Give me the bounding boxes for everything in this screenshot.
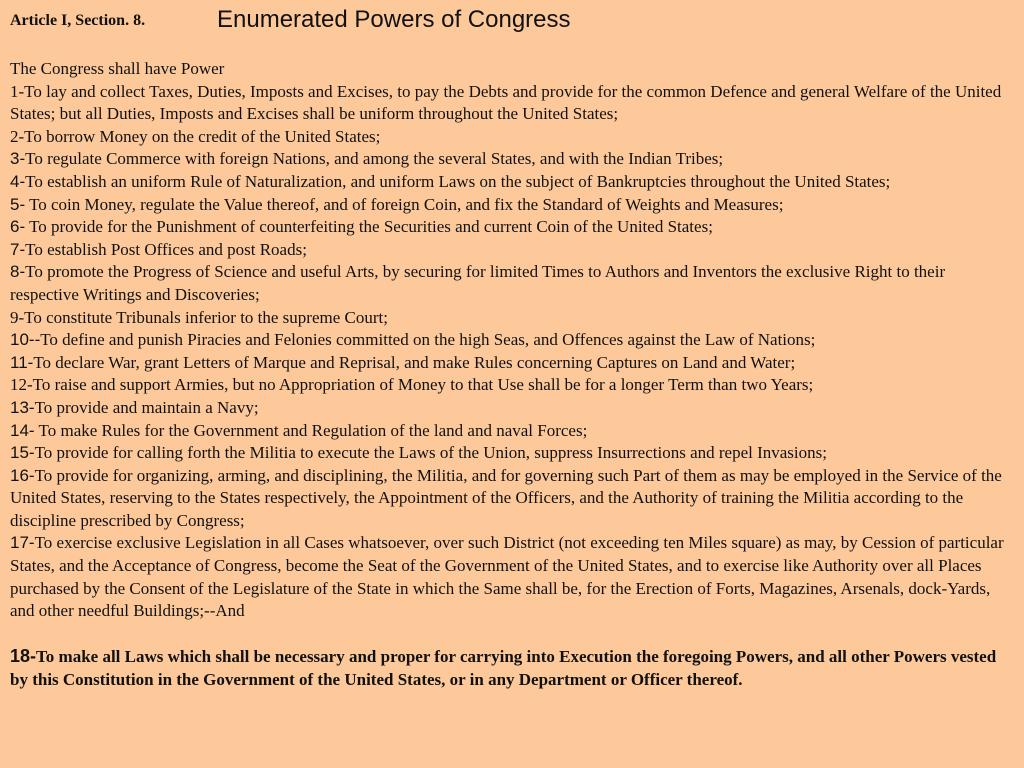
clause-number: 18- — [10, 646, 37, 667]
clause-9 — [10, 307, 1015, 330]
clause-2 — [10, 126, 1015, 149]
clauses-body — [10, 58, 1015, 692]
clause-11 — [10, 352, 1015, 375]
clause-text: To exercise exclusive Legislation in all Cases whatsoever, over such District (not exceeding ten Miles square) as may, by Cession of particular States, and the Acceptance of Congress, become the Seat of the Government of the United States, and to exercise like Authority over all Places purchased by the Consent of the Legislature of the State in which the Same shall be, for the Erection of Forts, Magazines, Arsenals, dock-Yards, and other needful Buildings;--And — [10, 533, 1004, 621]
clause-13 — [10, 397, 1015, 420]
clause-number: 5- — [10, 194, 26, 214]
clause-text: To coin Money, regulate the Value thereof, and of foreign Coin, and fix the Standard of Weights and Measures; — [25, 194, 784, 214]
clause-5 — [10, 194, 1015, 217]
clause-number: 14- — [10, 420, 35, 440]
clause-16 — [10, 465, 1015, 533]
clause-number: 13- — [10, 397, 35, 417]
clause-text: To establish an uniform Rule of Naturalization, and uniform Laws on the subject of Bankruptcies throughout the United States; — [25, 171, 891, 191]
clause-number: 16- — [10, 465, 35, 485]
clause-text: To lay and collect Taxes, Duties, Imposts and Excises, to pay the Debts and provide for the common Defence and general Welfare of the United States; but all Duties, Imposts and Excises shall be uniform throughout the United States; — [10, 81, 1002, 124]
clause-number: 11- — [10, 352, 34, 372]
clause-text: To raise and support Armies, but no Appropriation of Money to that Use shall be for a longer Term than two Years; — [32, 375, 814, 395]
clause-number: 10-- — [10, 330, 41, 350]
clause-15 — [10, 442, 1015, 465]
clause-number: 17- — [10, 533, 35, 553]
clause-12 — [10, 374, 1015, 397]
clause-4 — [10, 171, 1015, 194]
clause-text: To regulate Commerce with foreign Nations, and among the several States, and with the Indian Tribes; — [25, 149, 724, 169]
clause-17 — [10, 532, 1015, 622]
clause-1 — [10, 81, 1015, 126]
clause-text: To make Rules for the Government and Regulation of the land and naval Forces; — [34, 420, 588, 440]
clause-18 — [10, 645, 1015, 691]
clause-text: To establish Post Offices and post Roads; — [25, 239, 307, 259]
clause-number: 4- — [10, 171, 26, 191]
clause-number: 15- — [10, 443, 35, 463]
clause-number: 12- — [10, 375, 33, 395]
clause-text: To promote the Progress of Science and useful Arts, by securing for limited Times to Authors and Inventors the exclusive Right to their respective Writings and Discoveries; — [10, 262, 946, 304]
clause-number: 6- — [10, 217, 26, 237]
clause-text: To define and punish Piracies and Felonies committed on the high Seas, and Offences against the Law of Nations; — [40, 330, 816, 350]
clause-text: To declare War, grant Letters of Marque and Reprisal, and make Rules concerning Captures on Land and Water; — [33, 352, 796, 372]
clause-number: 9- — [10, 307, 25, 327]
clause-6 — [10, 216, 1015, 239]
page-title: Enumerated Powers of Congress — [217, 6, 571, 33]
clause-14 — [10, 420, 1015, 443]
spacer — [10, 623, 1015, 646]
clause-text: To provide for the Punishment of counterfeiting the Securities and current Coin of the United States; — [25, 217, 713, 237]
clause-7 — [10, 239, 1015, 262]
clause-number: 3- — [10, 149, 26, 169]
clause-text: To provide and maintain a Navy; — [34, 397, 259, 417]
clause-10 — [10, 329, 1015, 352]
clause-number: 2- — [10, 126, 25, 146]
section-reference: Article I, Section. 8. — [10, 12, 146, 29]
clause-number: 7- — [10, 239, 26, 259]
clause-text: To constitute Tribunals inferior to the supreme Court; — [24, 307, 388, 327]
clause-text: To provide for calling forth the Militia to execute the Laws of the Union, suppress Insurrections and repel Invasions; — [34, 443, 827, 463]
clause-8 — [10, 261, 1015, 306]
clause-number: 8- — [10, 262, 26, 282]
clause-text: To make all Laws which shall be necessary and proper for carrying into Execution the foregoing Powers, and all other Powers vested by this Constitution in the Government of the United States, or in any Department or Officer thereof. — [10, 647, 997, 690]
clause-text: To provide for organizing, arming, and disciplining, the Militia, and for governing such Part of them as may be employed in the Service of the United States, reserving to the States respectively, the Appointment of the Officers, and the Authority of training the Militia according to the discipline prescribed by Congress; — [10, 465, 1002, 530]
intro-line: The Congress shall have Power — [10, 59, 225, 78]
clause-number: 1- — [10, 81, 25, 101]
clause-text: To borrow Money on the credit of the United States; — [24, 126, 381, 146]
clause-3 — [10, 148, 1015, 171]
